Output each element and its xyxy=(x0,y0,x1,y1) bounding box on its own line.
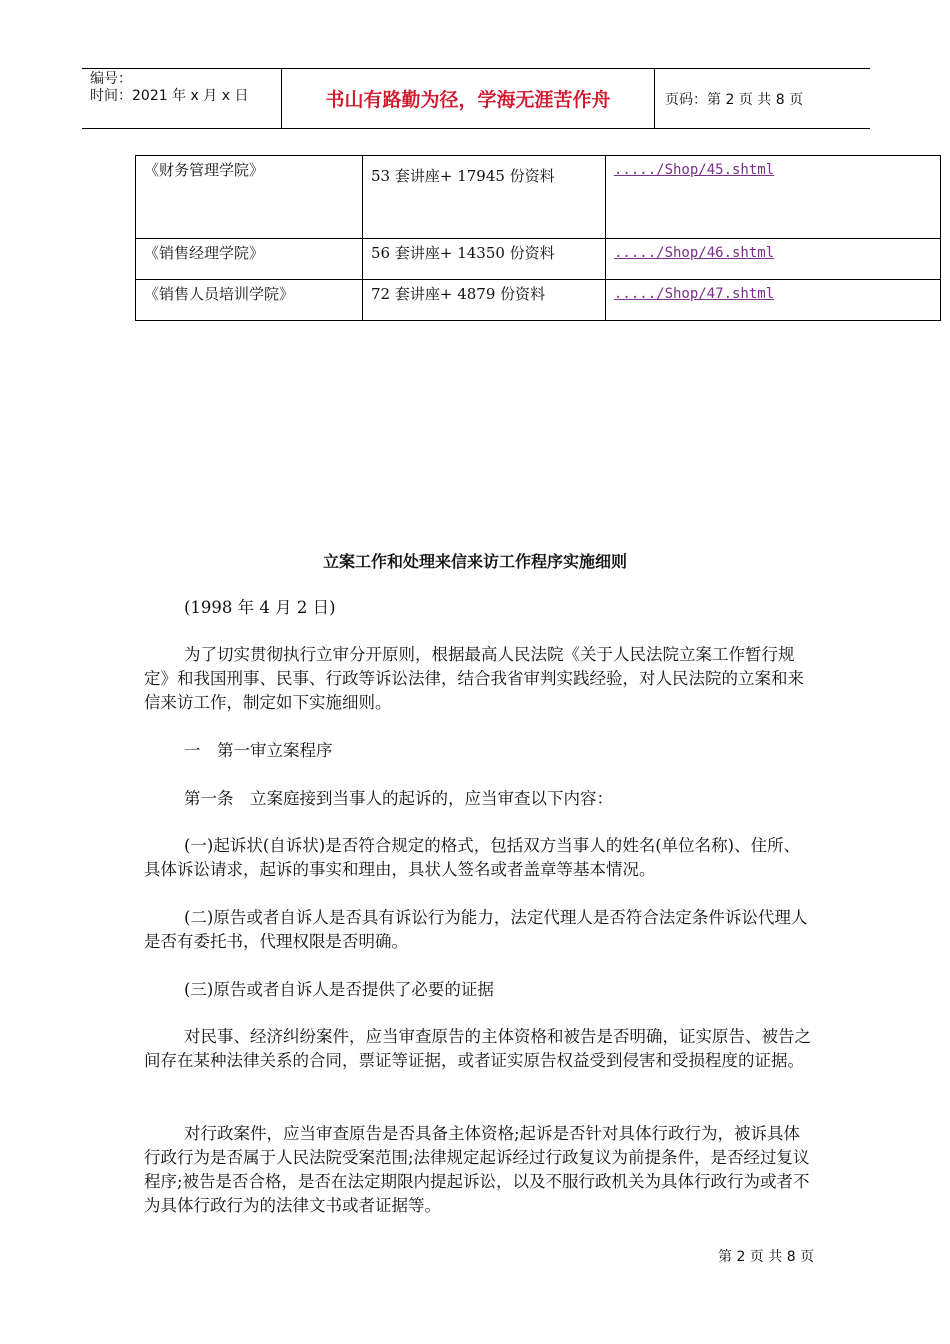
paragraph-civil: 对民事、经济纠纷案件，应当审查原告的主体资格和被告是否明确，证实原告、被告之间存在某种法律关系的合同，票证等证据，或者证实原告权益受到侵害和受损程度的证据。 xyxy=(144,1027,811,1070)
section-heading: 一 第一审立案程序 xyxy=(184,741,333,760)
paragraph-item-2: (二)原告或者自诉人是否具有诉讼行为能力，法定代理人是否符合法定条件诉讼代理人是否有委托书，代理权限是否明确。 xyxy=(144,908,808,951)
page-footer: 第 2 页 共 8 页 xyxy=(718,1249,815,1265)
table-cell-content: 72 套讲座+ 4879 份资料 xyxy=(363,280,606,321)
table-row xyxy=(136,280,941,321)
header-motto: 书山有路勤为径，学海无涯苦作舟 xyxy=(282,69,655,128)
time-label: 时间：2021 年 x 月 x 日 xyxy=(90,88,249,104)
header-meta xyxy=(82,69,282,128)
table-cell-link[interactable]: ...../Shop/45.shtml xyxy=(606,156,941,239)
article-one: 第一条 立案庭接到当事人的起诉的，应当审查以下内容： xyxy=(184,789,613,808)
table-cell-content: 56 套讲座+ 14350 份资料 xyxy=(363,239,606,280)
paragraph-item-3: (三)原告或者自诉人是否提供了必要的证据 xyxy=(184,980,494,999)
resource-table xyxy=(135,155,941,321)
table-cell-link[interactable]: ...../Shop/47.shtml xyxy=(606,280,941,321)
document-date: (1998 年 4 月 2 日) xyxy=(184,598,336,617)
table-row xyxy=(136,156,941,239)
table-cell-name: 《销售人员培训学院》 xyxy=(136,280,363,321)
number-label: 编号： xyxy=(90,71,132,87)
page-header xyxy=(82,68,870,129)
table-cell-name: 《销售经理学院》 xyxy=(136,239,363,280)
header-page-info: 页码：第 2 页 共 8 页 xyxy=(665,91,804,108)
paragraph-item-1: (一)起诉状(自诉状)是否符合规定的格式，包括双方当事人的姓名(单位名称)、住所、具体诉讼请求，起诉的事实和理由，具状人签名或者盖章等基本情况。 xyxy=(144,836,801,879)
table-cell-link[interactable]: ...../Shop/46.shtml xyxy=(606,239,941,280)
paragraph-administrative: 对行政案件，应当审查原告是否具备主体资格;起诉是否针对具体行政行为，被诉具体行政行为是否属于人民法院受案范围;法律规定起诉经过行政复议为前提条件，是否经过复议程序;被告是否合格，是否在法定期限内提起诉讼，以及不服行政机关为具体行政行为或者不为具体行政行为的法律文书或者证据等。 xyxy=(144,1124,810,1215)
table-cell-content: 53 套讲座+ 17945 份资料 xyxy=(363,156,606,239)
document-title: 立案工作和处理来信来访工作程序实施细则 xyxy=(322,552,627,571)
table-row xyxy=(136,239,941,280)
table-cell-name: 《财务管理学院》 xyxy=(136,156,363,239)
paragraph-intro: 为了切实贯彻执行立审分开原则，根据最高人民法院《关于人民法院立案工作暂行规定》和我国刑事、民事、行政等诉讼法律，结合我省审判实践经验，对人民法院的立案和来信来访工作，制定如下实施细则。 xyxy=(144,645,804,712)
